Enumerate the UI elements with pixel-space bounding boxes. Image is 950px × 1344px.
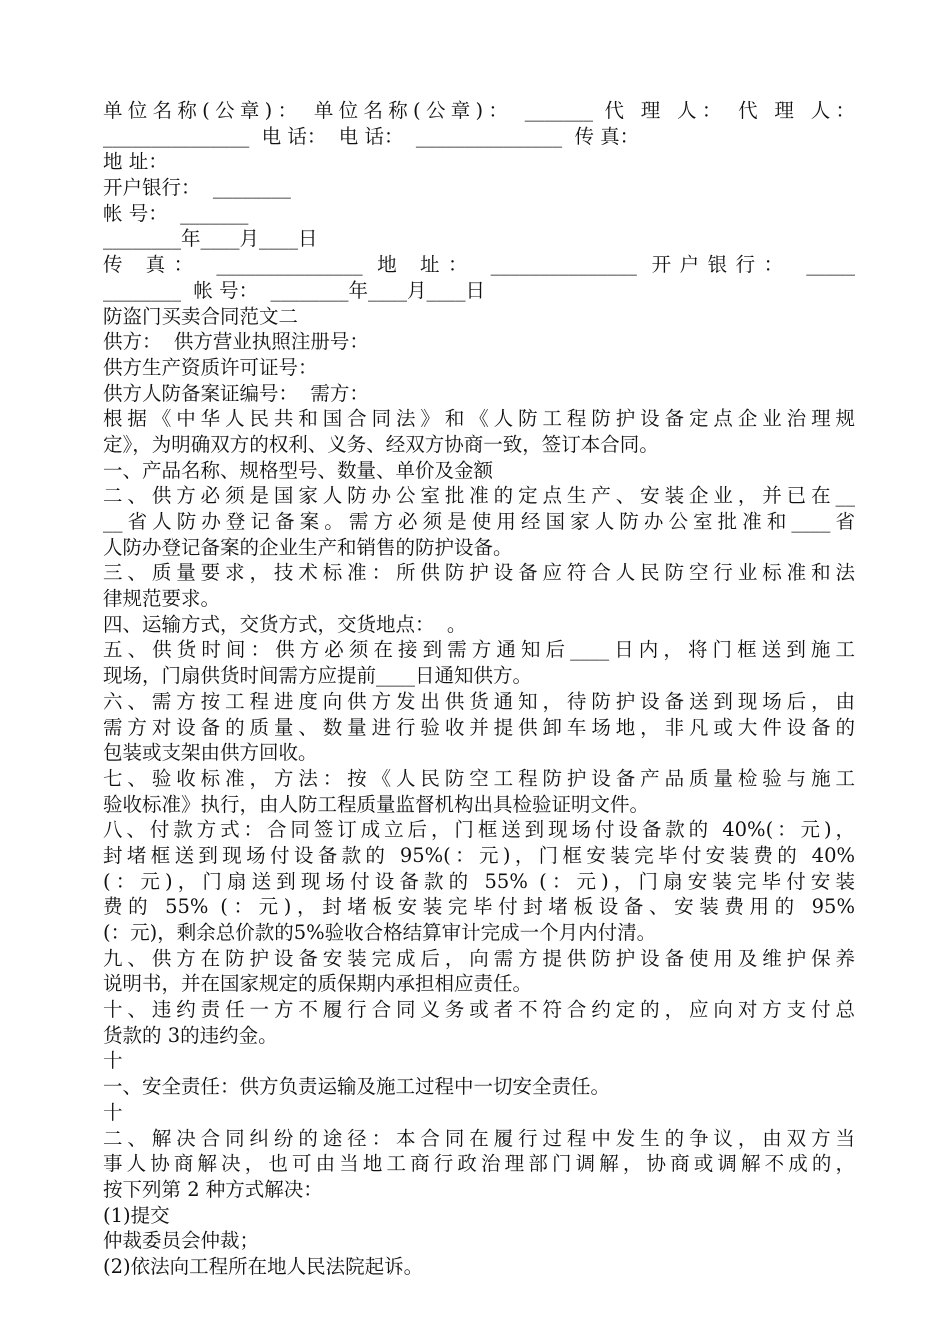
text-line: 费的 55% (：元)，封堵板安装完毕付封堵板设备、安装费用的 95% <box>103 895 855 919</box>
text-line: (：元)，剩余总价款的5%验收合格结算审计完成一个月内付清。 <box>103 921 657 944</box>
text-line: 二、供方必须是国家人防办公室批准的定点生产、安装企业，并已在__ <box>103 484 855 508</box>
text-line: 七、验收标准，方法：按《人民防空工程防护设备产品质量检验与施工 <box>103 766 855 790</box>
text-line: 验收标准》执行，由人防工程质量监督机构出具检验证明文件。 <box>103 792 650 816</box>
text-line: 传 真： _______________ 地 址： _______________ 开户银行： _____ <box>103 253 855 277</box>
text-line: 三、质量要求，技术标准：所供防护设备应符合人民防空行业标准和法 <box>103 561 855 585</box>
text-line: 四、运输方式，交货方式，交货地点： 。 <box>103 612 467 636</box>
text-line: 现场，门扇供货时间需方应提前____日通知供方。 <box>103 664 533 688</box>
text-line: 包装或支架由供方回收。 <box>103 741 318 765</box>
text-line: (：元)，门扇送到现场付设备款的 55% (：元)，门扇安装完毕付安装 <box>103 869 855 893</box>
text-line: 八、付款方式：合同签订成立后，门框送到现场付设备款的 40%(：元)， <box>103 818 855 842</box>
text-line: 十 <box>103 1100 123 1124</box>
text-line: 根据《中华人民共和国合同法》和《人防工程防护设备定点企业治理规 <box>103 407 855 431</box>
text-line: (1)提交 <box>103 1203 170 1227</box>
text-line: 人防办登记备案的企业生产和销售的防护设备。 <box>103 535 513 559</box>
text-line: __省人防办登记备案。需方必须是使用经国家人防办公室批准和____省 <box>103 510 855 533</box>
text-line: 帐 号： _______ <box>103 201 249 225</box>
text-line: 供方人防备案证编号： 需方： <box>103 381 369 405</box>
text-line: 定》，为明确双方的权利、义务、经双方协商一致，签订本合同。 <box>103 432 659 456</box>
text-line: 律规范要求。 <box>103 587 221 611</box>
text-line: 六、需方按工程进度向供方发出供货通知，待防护设备送到现场后，由 <box>103 689 855 713</box>
text-line: (2)依法向工程所在地人民法院起诉。 <box>103 1254 424 1278</box>
text-line: 封堵框送到现场付设备款的 95%(：元)，门框安装完毕付安装费的 40% <box>103 843 855 867</box>
text-line: 仲裁委员会仲裁； <box>103 1229 260 1253</box>
contract-document <box>103 98 855 1280</box>
text-line: 十、违约责任一方不履行合同义务或者不符合约定的，应向对方支付总 <box>103 998 855 1022</box>
text-line: _______________ 电 话： 电 话： _______________ 传 真： <box>103 124 640 148</box>
text-line: 供方生产资质许可证号： <box>103 355 318 379</box>
text-line: 说明书，并在国家规定的质保期内承担相应责任。 <box>103 972 533 996</box>
text-line: 九、供方在防护设备安装完成后，向需方提供防护设备使用及维护保养 <box>103 946 855 970</box>
text-line: 一、产品名称、规格型号、数量、单价及金额 <box>103 458 494 482</box>
text-line: 十 <box>103 1049 123 1073</box>
text-line: 事人协商解决，也可由当地工商行政治理部门调解，协商或调解不成的， <box>103 1152 855 1176</box>
text-line: 供方： 供方营业执照注册号： <box>103 330 369 354</box>
text-line: 防盗门买卖合同范文二 <box>103 304 299 328</box>
text-line: 五、供货时间：供方必须在接到需方通知后____日内，将门框送到施工 <box>103 638 855 662</box>
text-line: ________年____月____日 <box>103 227 318 251</box>
text-line: 开户银行： ________ <box>103 176 291 200</box>
text-line: 需方对设备的质量、数量进行验收并提供卸车场地，非凡或大件设备的 <box>103 715 855 739</box>
text-line: 单位名称(公章)： 单位名称(公章)： _______ 代 理 人： 代 理 人： <box>103 99 855 122</box>
text-line: 二、解决合同纠纷的途径：本合同在履行过程中发生的争议，由双方当 <box>103 1126 855 1150</box>
text-line: 地 址： <box>103 150 168 174</box>
text-line: ________ 帐 号： ________年____月____日 <box>103 278 485 302</box>
text-line: 货款的 3的违约金。 <box>103 1023 278 1047</box>
text-line: 按下列第 2 种方式解决： <box>103 1177 323 1201</box>
text-line: 一、安全责任：供方负责运输及施工过程中一切安全责任。 <box>103 1075 611 1099</box>
